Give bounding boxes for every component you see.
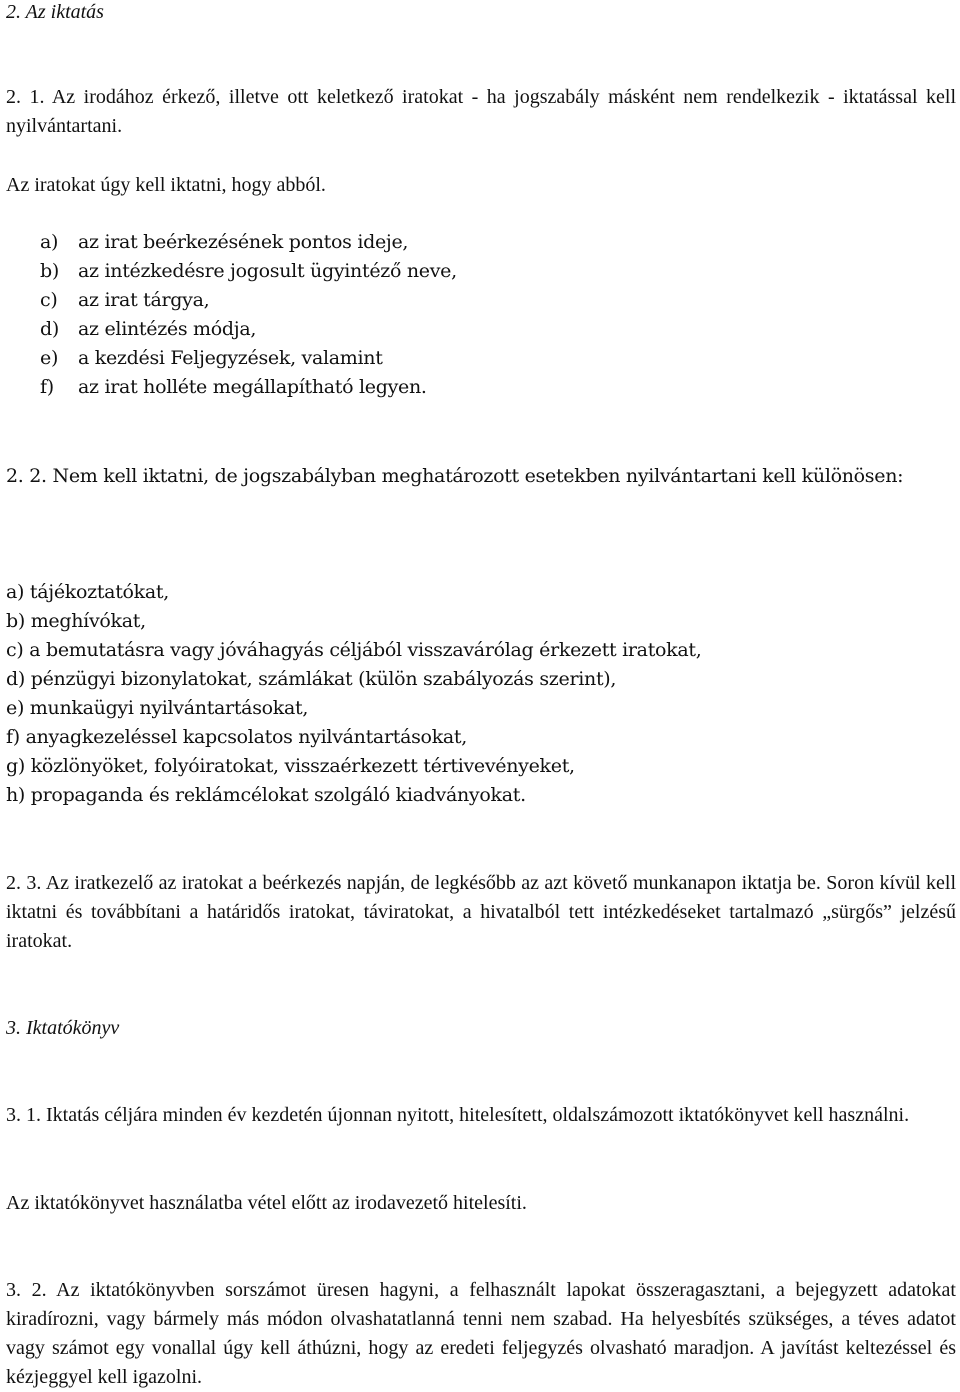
list-item-label: e)	[40, 347, 59, 369]
list-item-text: az irat holléte megállapítható legyen.	[78, 376, 427, 398]
section-heading-iktatas: 2. Az iktatás	[6, 1, 104, 23]
list-item-label: f)	[40, 376, 54, 398]
section-heading-iktatokonyv: 3. Iktatókönyv	[6, 1017, 120, 1039]
list-item-label: b)	[40, 260, 59, 282]
list-item	[40, 315, 956, 344]
paragraph-3-1: 3. 1. Iktatás céljára minden év kezdetén újonnan nyitott, hitelesített, oldalszámozott iktatókönyvet kell használni.	[6, 1104, 910, 1126]
paragraph-2-1-continued: Az iratokat úgy kell iktatni, hogy abból.	[6, 174, 326, 196]
paragraph-3-2: 3. 2. Az iktatókönyvben sorszámot üresen hagyni, a felhasznált lapokat összeragasztani, a bejegyzett adatokat kiradírozni, vagy bármely más módon olvashatatlanná tenni nem szabad. Ha helyesbítés szükséges, a téves adatot vagy számot egy vonallal úgy kell áthúzni, hogy az eredeti feljegyzés olvasható maradjon. A javítást keltezéssel és kézjeggyel kell igazolni.	[6, 1279, 956, 1388]
list-item: g) közlönyöket, folyóiratokat, visszaérkezett tértivevényeket,	[6, 755, 575, 777]
iktatas-requirements-list	[40, 228, 956, 402]
list-item-text: a kezdési Feljegyzések, valamint	[78, 347, 383, 369]
list-item-label: a)	[40, 231, 59, 253]
list-item: e) munkaügyi nyilvántartásokat,	[6, 697, 309, 719]
list-item: f) anyagkezeléssel kapcsolatos nyilvántartásokat,	[6, 726, 468, 748]
nyilvantartas-list	[6, 578, 956, 810]
list-item-label: c)	[40, 289, 58, 311]
list-item: h) propaganda és reklámcélokat szolgáló kiadványokat.	[6, 784, 526, 806]
paragraph-3-1-continued: Az iktatókönyvet használatba vétel előtt az irodavezető hitelesíti.	[6, 1192, 527, 1214]
list-item-text: az irat beérkezésének pontos ideje,	[78, 231, 409, 253]
list-item-text: az elintézés módja,	[78, 318, 257, 340]
list-item-text: az irat tárgya,	[78, 289, 210, 311]
list-item	[40, 257, 956, 286]
list-item	[40, 286, 956, 315]
list-item: d) pénzügyi bizonylatokat, számlákat (külön szabályozás szerint),	[6, 668, 617, 690]
list-item: a) tájékoztatókat,	[6, 581, 169, 603]
paragraph-2-3: 2. 3. Az iratkezelő az iratokat a beérkezés napján, de legkésőbb az azt követő munkanapon iktatja be. Soron kívül kell iktatni és továbbítani a határidős iratokat, táviratokat, a hivatalból tett intézkedéseket tartalmazó „sürgős” jelzésű iratokat.	[6, 872, 956, 952]
list-item: b) meghívókat,	[6, 610, 146, 632]
list-item-label: d)	[40, 318, 59, 340]
paragraph-2-1: 2. 1. Az irodához érkező, illetve ott keletkező iratokat - ha jogszabály másként nem rendelkezik - iktatással kell nyilvántartani.	[6, 86, 956, 137]
list-item: c) a bemutatásra vagy jóváhagyás céljából visszavárólag érkezett iratokat,	[6, 639, 702, 661]
list-item	[40, 228, 956, 257]
list-item	[40, 344, 956, 373]
list-item	[40, 373, 956, 402]
list-item-text: az intézkedésre jogosult ügyintéző neve,	[78, 260, 457, 282]
paragraph-2-2: 2. 2. Nem kell iktatni, de jogszabályban meghatározott esetekben nyilvántartani kell különösen:	[6, 465, 904, 487]
